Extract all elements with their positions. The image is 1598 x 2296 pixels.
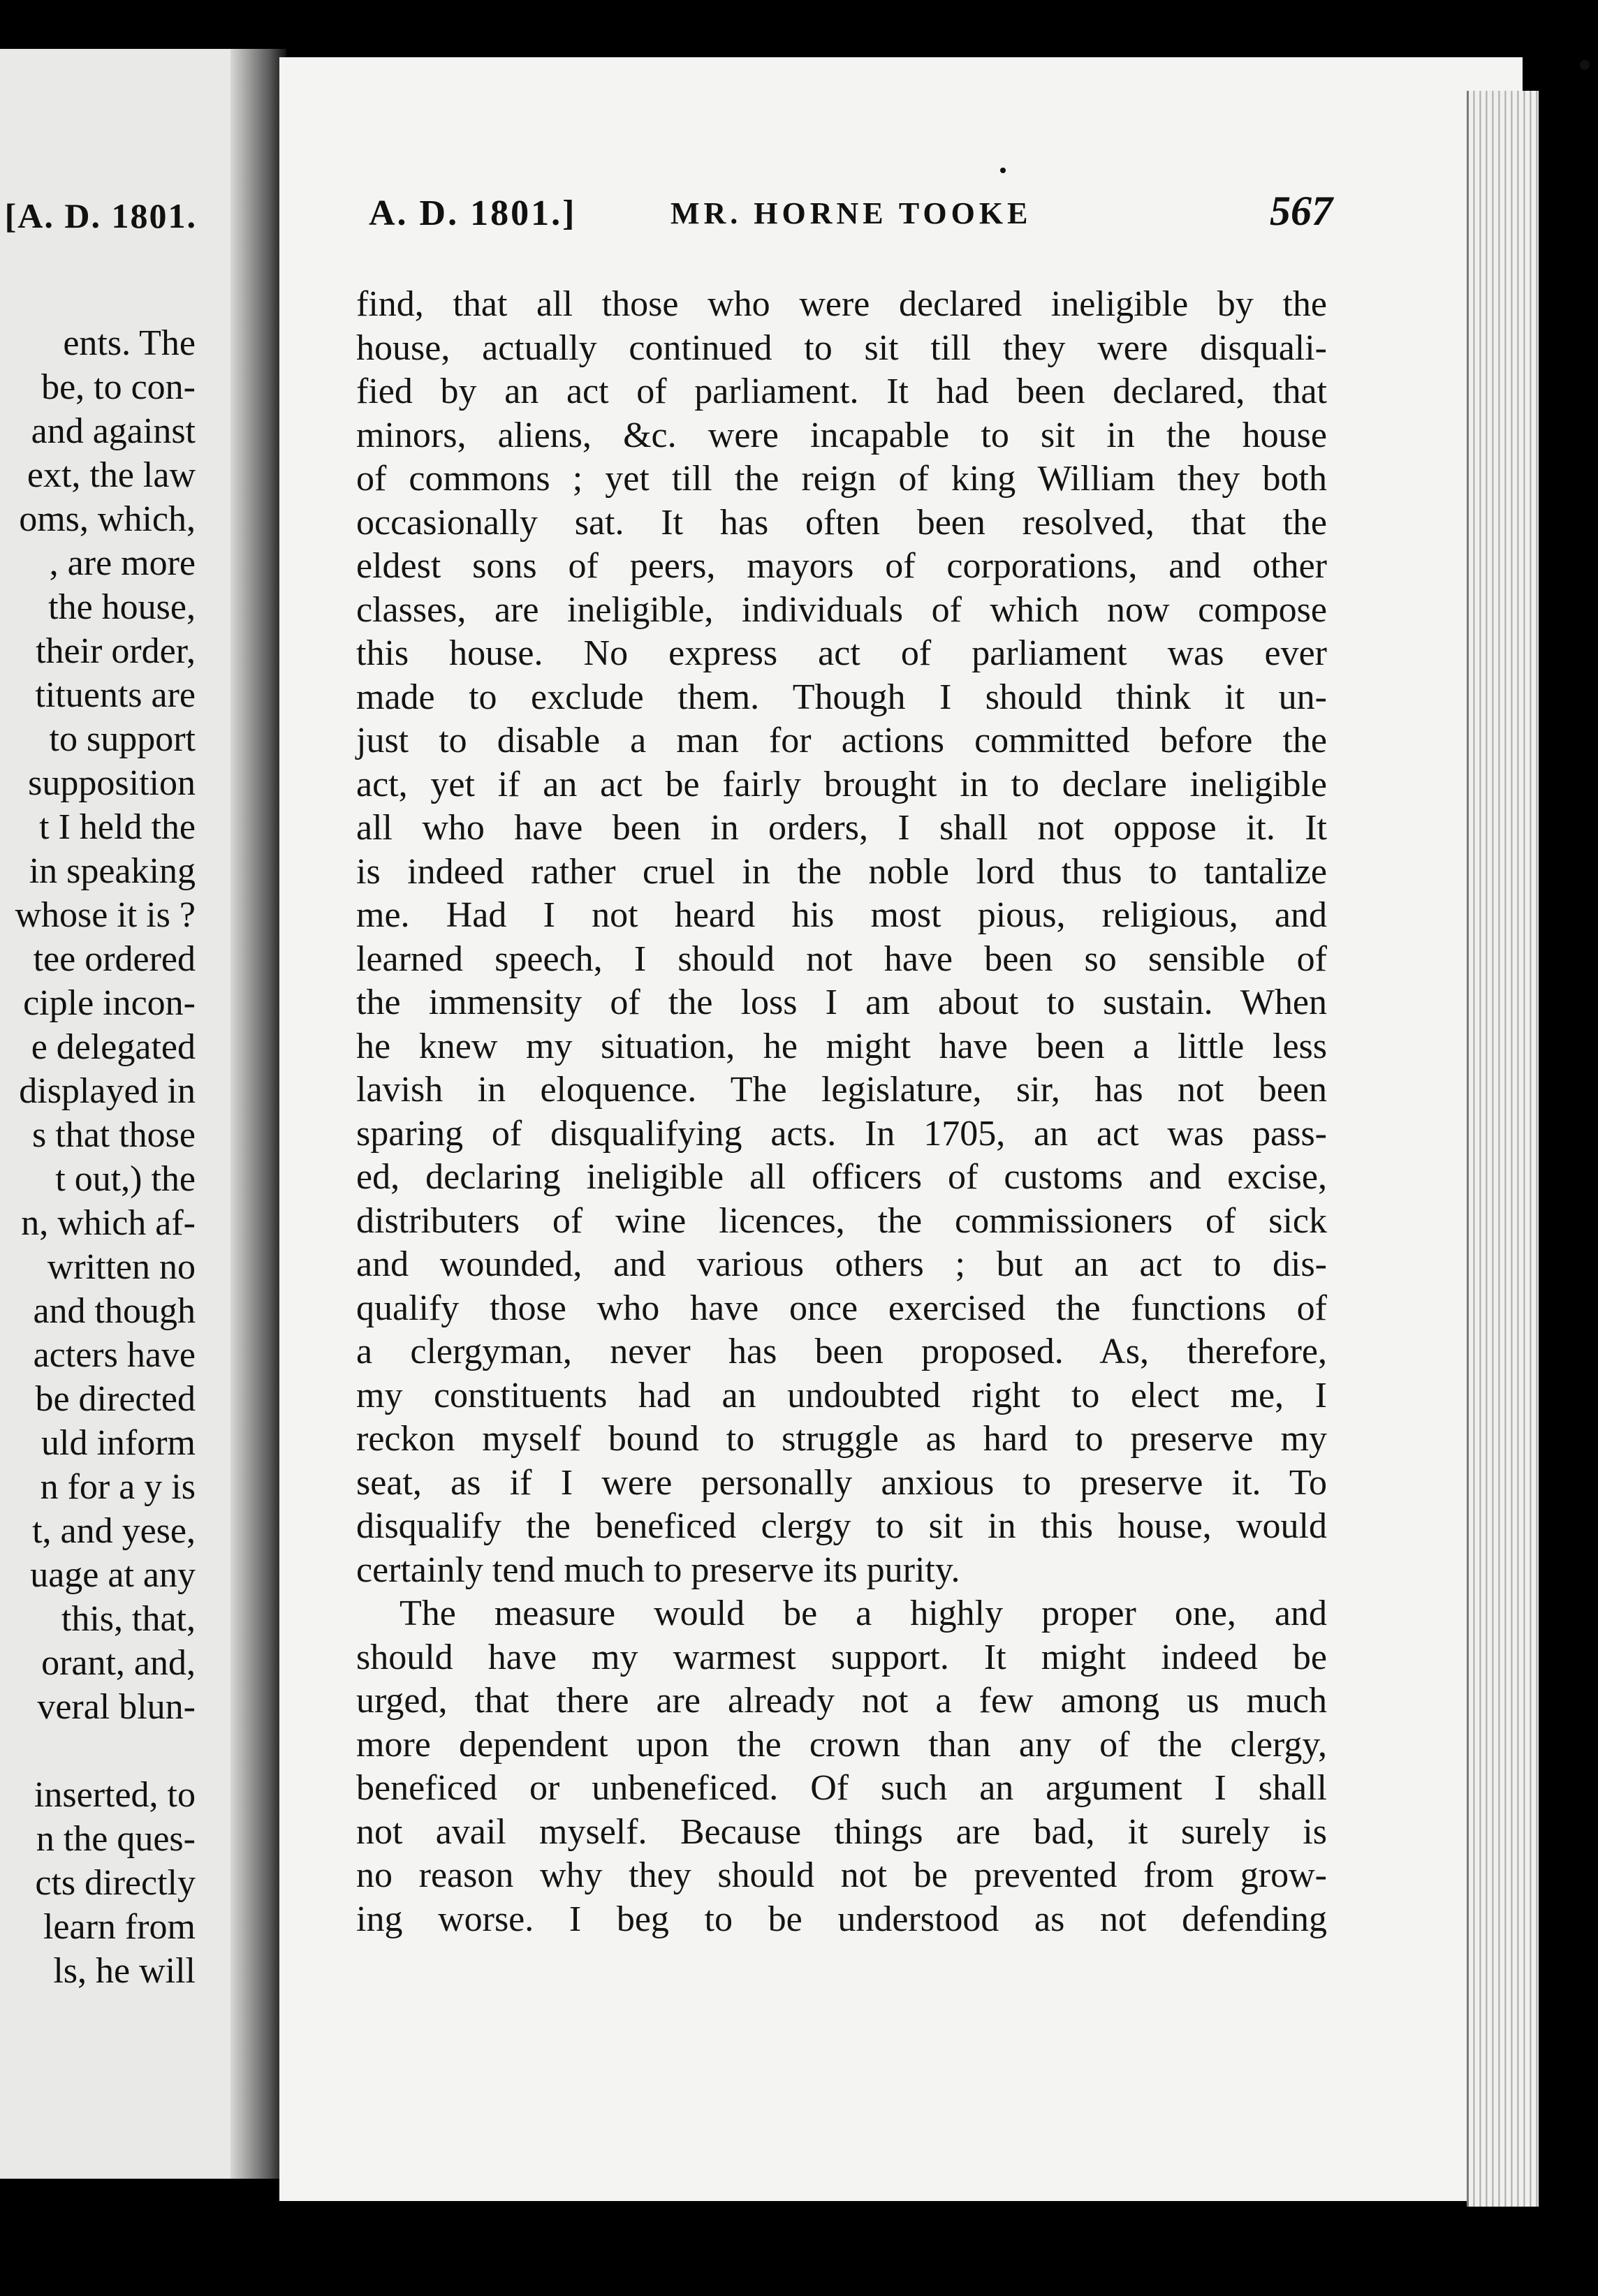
facing-page-line: inserted, to: [34, 1775, 196, 1815]
text-line: just to disable a man for actions committed before the: [356, 721, 1327, 760]
text-line: should have my warmest support. It might indeed be: [356, 1637, 1327, 1677]
facing-page: [0, 49, 251, 2179]
facing-page-text: [0, 321, 196, 1993]
text-line: disqualify the beneficed clergy to sit in this house, would: [356, 1506, 1327, 1546]
facing-page-line: be, to con-: [41, 367, 196, 407]
facing-page-line: s that those: [32, 1115, 196, 1155]
running-head-date: A. D. 1801.]: [369, 193, 577, 233]
text-line: not avail myself. Because things are bad, it surely is: [356, 1811, 1327, 1852]
facing-page-line: tee ordered: [33, 939, 196, 979]
facing-page-line: uage at any: [30, 1555, 196, 1595]
facing-page-line: n for a y is: [40, 1467, 196, 1507]
facing-page-line: supposition: [28, 763, 196, 803]
text-line: act, yet if an act be fairly brought in to declare ineligible: [356, 764, 1327, 804]
facing-page-line: oms, which,: [19, 499, 196, 539]
facing-page-line: learn from: [43, 1907, 196, 1947]
dust-speck: [1580, 60, 1590, 70]
text-line: occasionally sat. It has often been resolved, that the: [356, 502, 1327, 543]
text-line: a clergyman, never has been proposed. As, therefore,: [356, 1332, 1327, 1371]
text-line: distributers of wine licences, the commissioners of sick: [356, 1200, 1327, 1241]
text-line: lavish in eloquence. The legislature, sir, has not been: [356, 1070, 1327, 1110]
facing-page-line: their order,: [36, 631, 196, 671]
text-line: all who have been in orders, I shall not oppose it. It: [356, 808, 1327, 848]
facing-page-line: written no: [47, 1247, 196, 1287]
paragraph-2: [356, 1592, 1327, 1941]
facing-page-line: ents. The: [63, 323, 196, 363]
facing-page-line: t out,) the: [55, 1159, 196, 1199]
text-line: certainly tend much to preserve its purity.: [356, 1550, 960, 1590]
text-line: reckon myself bound to struggle as hard to preserve my: [356, 1419, 1327, 1459]
facing-page-line: tituents are: [35, 675, 196, 715]
facing-page-line: [0, 1729, 196, 1773]
facing-page-line: and though: [33, 1291, 196, 1331]
text-line: ed, declaring ineligible all officers of customs and excise,: [356, 1157, 1327, 1197]
text-line: urged, that there are already not a few among us much: [356, 1681, 1327, 1721]
text-line: this house. No express act of parliament was ever: [356, 633, 1327, 673]
facing-page-line: n the ques-: [36, 1819, 196, 1859]
running-head: [369, 187, 1333, 243]
text-line: beneficed or unbeneficed. Of such an argument I shall: [356, 1768, 1327, 1808]
facing-page-line: to support: [49, 719, 196, 759]
facing-page-line: cts directly: [35, 1863, 196, 1903]
facing-page-line: this, that,: [61, 1599, 196, 1639]
facing-page-line: the house,: [48, 587, 196, 627]
text-line: made to exclude them. Though I should think it un-: [356, 677, 1327, 717]
text-line: eldest sons of peers, mayors of corporations, and other: [356, 546, 1327, 586]
text-line: no reason why they should not be prevented from grow-: [356, 1855, 1327, 1895]
facing-page-line: n, which af-: [21, 1203, 196, 1243]
text-line: is indeed rather cruel in the noble lord thus to tantalize: [356, 851, 1327, 892]
paragraph-1: [356, 283, 1327, 1592]
text-line: and wounded, and various others ; but an act to dis-: [356, 1244, 1327, 1284]
text-line: seat, as if I were personally anxious to preserve it. To: [356, 1462, 1327, 1503]
page-body: [356, 283, 1327, 1941]
text-line: he knew my situation, he might have been a little less: [356, 1026, 1327, 1066]
dust-speck: [1000, 168, 1006, 173]
text-line: the immensity of the loss I am about to sustain. When: [356, 983, 1327, 1022]
text-line: learned speech, I should not have been so sensible of: [356, 939, 1327, 979]
facing-page-line: in speaking: [29, 851, 196, 891]
text-line: sparing of disqualifying acts. In 1705, an act was pass-: [356, 1113, 1327, 1154]
page-number: 567: [1270, 188, 1333, 234]
facing-page-line: ciple incon-: [23, 983, 196, 1023]
facing-page-line: , are more: [49, 543, 196, 583]
text-line: me. Had I not heard his most pious, religious, and: [356, 895, 1327, 935]
running-head-title: MR. HORNE TOOKE: [670, 196, 1032, 230]
text-line: my constituents had an undoubted right to elect me, I: [356, 1375, 1327, 1415]
facing-page-line: be directed: [35, 1379, 196, 1419]
facing-page-line: displayed in: [19, 1071, 196, 1111]
facing-page-line: ext, the law: [27, 455, 196, 495]
facing-page-line: acters have: [33, 1335, 196, 1375]
facing-page-running-head: [A. D. 1801.: [4, 196, 197, 235]
text-line: classes, are ineligible, individuals of which now compose: [356, 589, 1327, 630]
facing-page-line: whose it is ?: [15, 895, 196, 935]
facing-page-line: uld inform: [41, 1423, 196, 1463]
page-edge-stack: [1467, 91, 1539, 2207]
facing-page-line: veral blun-: [37, 1687, 196, 1727]
facing-page-line: e delegated: [31, 1027, 196, 1067]
facing-page-line: t, and yese,: [32, 1511, 196, 1551]
text-line: minors, aliens, &c. were incapable to sit in the house: [356, 415, 1327, 455]
text-line: house, actually continued to sit till they were disquali-: [356, 328, 1327, 368]
text-line: more dependent upon the crown than any of the clergy,: [356, 1724, 1327, 1765]
facing-page-line: orant, and,: [41, 1643, 196, 1683]
gutter-shadow: [230, 49, 286, 2179]
text-line: find, that all those who were declared ineligible by the: [356, 284, 1327, 324]
text-line: qualify those who have once exercised the functions of: [356, 1288, 1327, 1328]
text-line: The measure would be a highly proper one, and: [400, 1594, 1327, 1633]
facing-page-line: and against: [31, 411, 196, 451]
text-line: ing worse. I beg to be understood as not defending: [356, 1899, 1327, 1939]
text-line: of commons ; yet till the reign of king William they both: [356, 459, 1327, 499]
facing-page-line: t I held the: [39, 807, 196, 847]
facing-page-line: ls, he will: [53, 1951, 196, 1991]
text-line: fied by an act of parliament. It had been declared, that: [356, 371, 1327, 411]
